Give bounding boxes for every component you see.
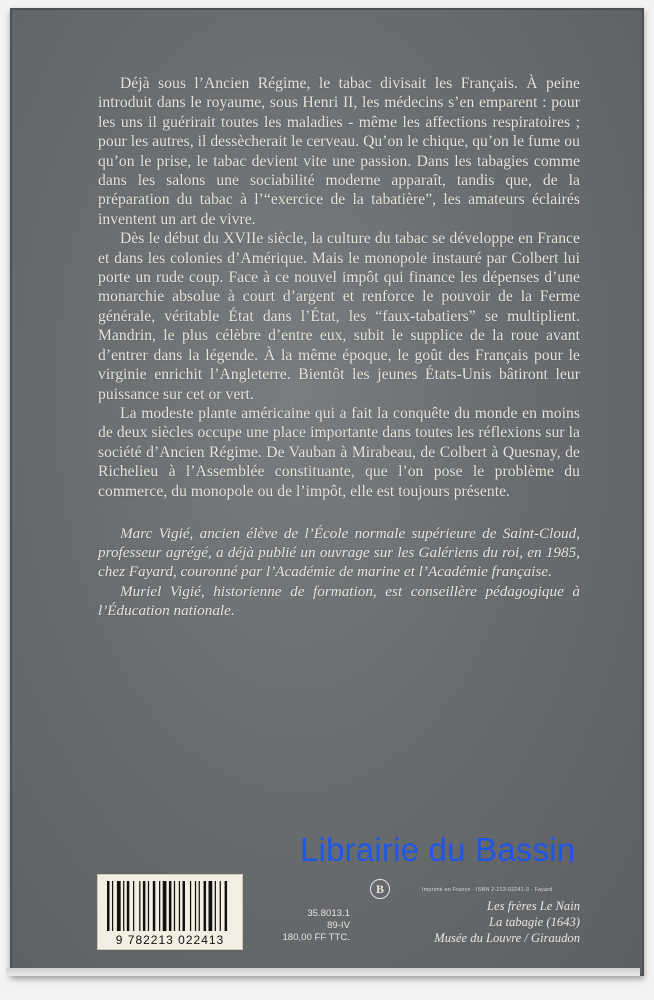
barcode-bar [139, 881, 140, 931]
barcode-bar [174, 881, 175, 931]
book-bottom-edge [6, 968, 640, 976]
blurb-paragraph: Déjà sous l’Ancien Régime, le tabac divisait les Français. À peine introduit dans le royaume, sous Henri II, les médecins s’en emparent : pour les uns il guérirait toutes les maladies - même les affections respiratoires ; pour les autres, il dessècherait le cerveau. Qu’on le chique, qu’on le fume ou qu’on le prise, le tabac devient vite une passion. Dans les tabagies comme dans les salons une sociabilité moderne apparaît, tandis que, de la préparation du tabac à l’“exercice de la tabatière”, les amateurs éclairés inventent un art de vivre. [98, 75, 580, 228]
barcode-bar [123, 881, 124, 931]
publisher-logo-icon: B [370, 879, 390, 899]
barcode-bar [209, 881, 213, 931]
barcode-bar [225, 881, 228, 931]
catalog-code: 35.8013.1 [307, 908, 350, 919]
barcode-bar [107, 881, 110, 931]
barcode-bar [133, 881, 134, 931]
credit-source: Musée du Louvre / Giraudon [434, 931, 580, 945]
barcode-digits: 9 782213 022413 [115, 933, 225, 947]
barcode-bar [163, 881, 167, 931]
barcode-bar [169, 881, 172, 931]
author-bios [98, 524, 580, 620]
barcode-bar [190, 881, 191, 931]
barcode-bar [112, 881, 113, 931]
barcode-bar [204, 881, 207, 931]
price-codes [254, 908, 350, 945]
barcode-bar [153, 881, 156, 931]
barcode-bar [215, 881, 216, 931]
blurb-paragraph: Dès le début du XVIIe siècle, la culture du tabac se développe en France et dans les colonies d’Amérique. Mais le monopole instauré par Colbert lui porte un rude coup. Face à ce nouvel impôt qui finance les dépenses d’une monarchie absolue à court d’argent et renforce le pouvoir de la Ferme générale, véritable État dans l’État, les “faux-tabatiers” se multiplient. Mandrin, le plus célèbre d’entre eux, subit le supplice de la roue avant d’entrer dans la légende. À la même époque, le goût des Français pour le virginie enrichit l’Angleterre. Bientôt les jeunes États-Unis bâtiront leur puissance sur cet or vert. [98, 230, 580, 403]
barcode-bar [127, 881, 130, 931]
isbn-barcode [97, 874, 243, 950]
blurb-paragraph: La modeste plante américaine qui a fait la conquête du monde en moins de deux siècles occupe une place importante dans toutes les réflexions sur la société d’Ancien Régime. De Vauban à Mirabeau, de Colbert à Quesnay, de Richelieu à l’Assemblée constituante, que l’on pose le problème du commerce, du monopole ou de l’impôt, elle est toujours présente. [98, 404, 580, 500]
bookseller-watermark: Librairie du Bassin [300, 831, 576, 868]
barcode-bar [159, 881, 160, 931]
barcode-bar [183, 881, 186, 931]
author-bio-muriel: Muriel Vigié, historienne de formation, est conseillère pédagogique à l’Éducation nationale. [98, 582, 580, 619]
author-bio-marc: Marc Vigié, ancien élève de l’École normale supérieure de Saint-Cloud, professeur agrégé, a déjà publié un ouvrage sur les Galériens du roi, en 1985, chez Fayard, couronné par l’Académie de marine et l’Académie française. [98, 525, 580, 581]
barcode-bars [105, 881, 235, 931]
barcode-bar [199, 881, 200, 931]
barcode-bar [148, 881, 149, 931]
barcode-bar [220, 881, 221, 931]
credit-artist: Les frères Le Nain [487, 899, 580, 913]
barcode-bar [195, 881, 196, 931]
barcode-bar [117, 881, 121, 931]
cover-credit [390, 898, 580, 946]
edition-code: 89-IV [327, 920, 350, 932]
barcode-bar [179, 881, 180, 931]
barcode-bar [143, 881, 146, 931]
credit-title: La tabagie (1643) [489, 915, 580, 929]
price-label: 180,00 FF TTC. [282, 932, 350, 944]
blurb-text [98, 74, 580, 501]
fineprint-text: Imprimé en France · ISBN 2-213-02241-3 · Fayard [422, 887, 553, 893]
